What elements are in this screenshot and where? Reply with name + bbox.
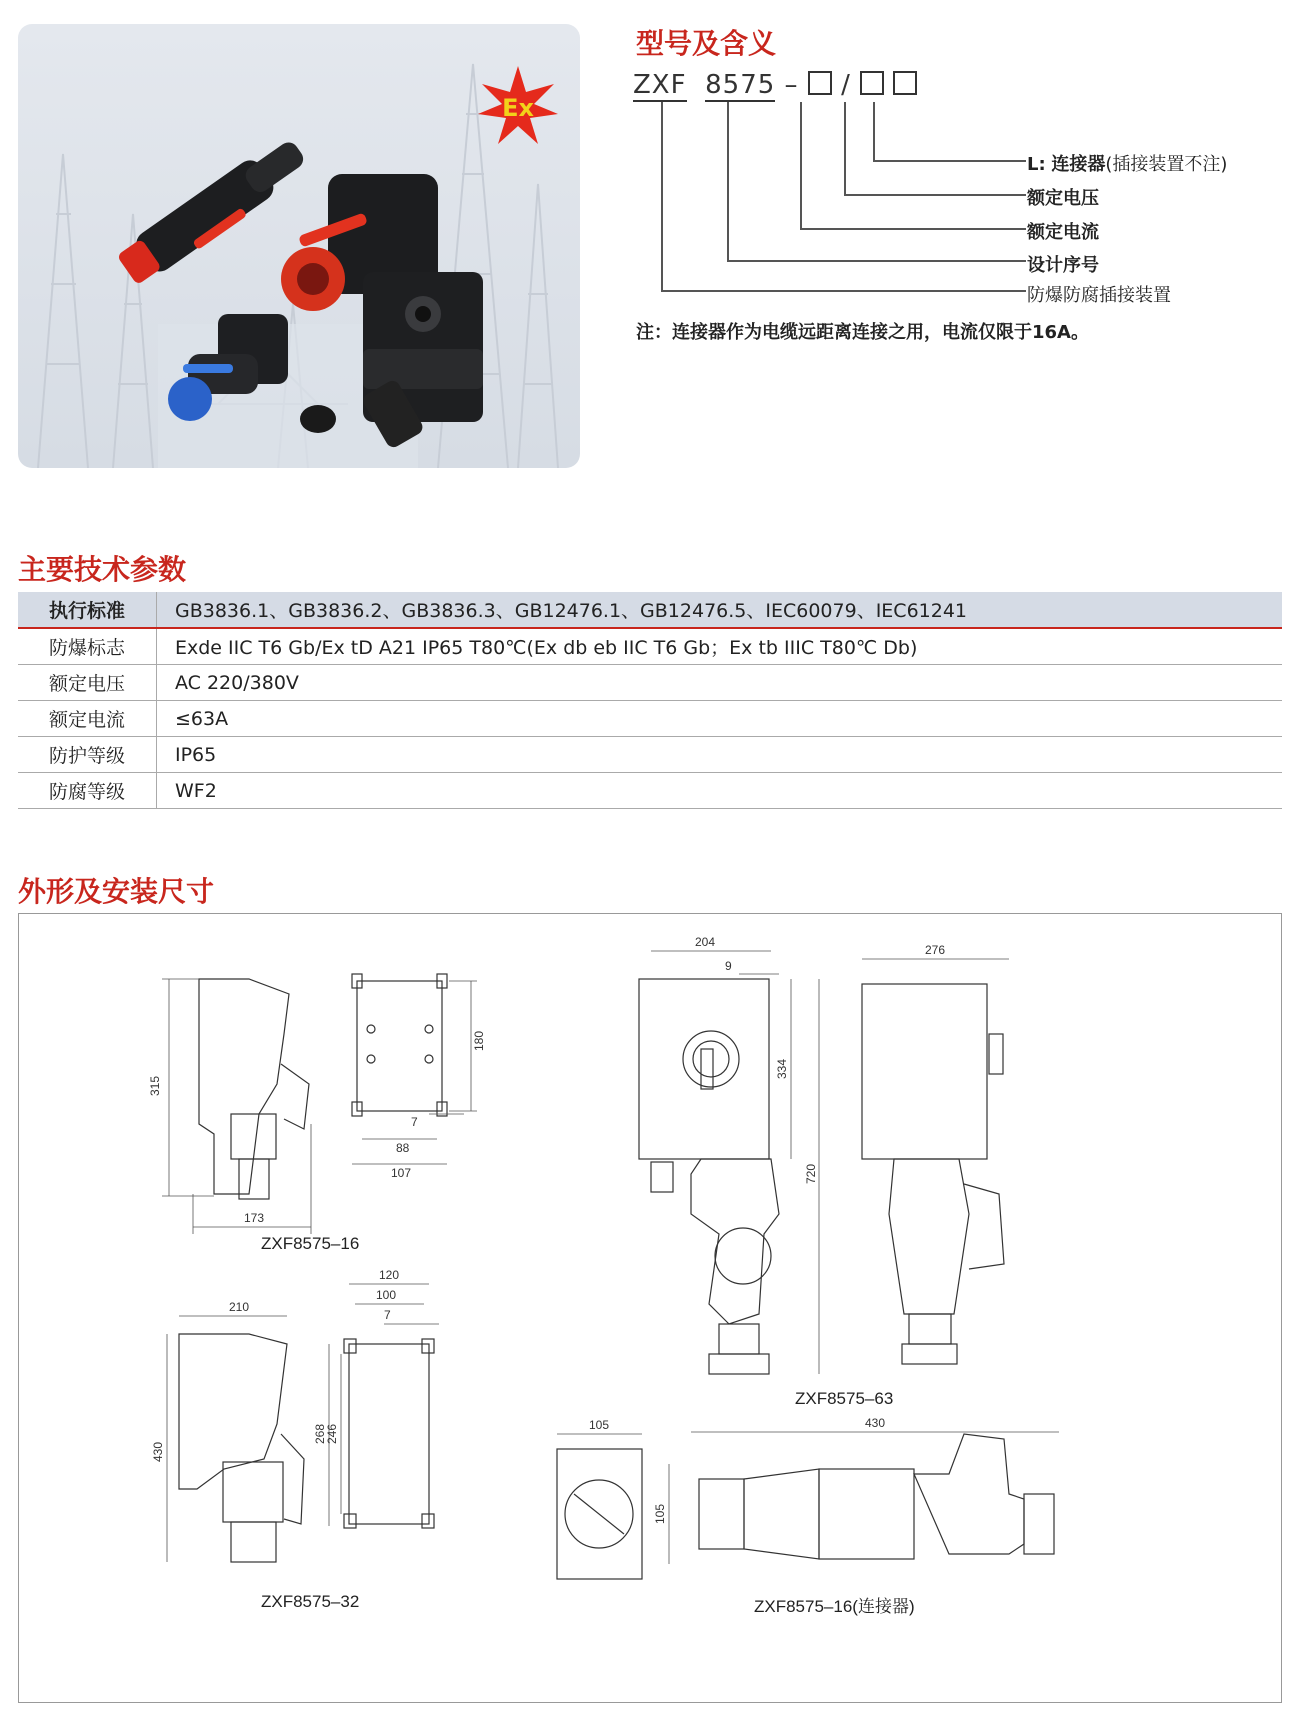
- dim-7b: 7: [384, 1308, 391, 1322]
- drawing-connector-side: [691, 1416, 1059, 1559]
- drawing-32-back: [313, 1268, 439, 1528]
- drawing-16-back: [352, 974, 486, 1180]
- dim-105b: 105: [653, 1503, 667, 1524]
- table-row: [18, 665, 1282, 701]
- param-key: 额定电流: [18, 701, 157, 737]
- dim-720: 720: [804, 1163, 818, 1184]
- legend-design-no: 设计序号: [1027, 255, 1099, 276]
- param-value: Exde IIC T6 Gb/Ex tD A21 IP65 T80℃(Ex db eb IIC T6 Gb；Ex tb IIIC T80℃ Db): [157, 628, 1283, 665]
- dim-173: 173: [244, 1211, 265, 1225]
- dim-107: 107: [391, 1166, 412, 1180]
- model-note: 注：连接器作为电缆远距离连接之用，电流仅限于16A。: [636, 322, 1089, 343]
- params-title: 主要技术参数: [18, 553, 187, 586]
- param-value: GB3836.1、GB3836.2、GB3836.3、GB12476.1、GB12476.5、IEC60079、IEC61241: [157, 592, 1283, 628]
- table-row: [18, 737, 1282, 773]
- dim-9: 9: [725, 959, 732, 973]
- svg-text:Ex: Ex: [502, 94, 534, 122]
- drawing-63-side: [862, 943, 1009, 1364]
- dim-88: 88: [396, 1141, 410, 1155]
- dims-title: 外形及安装尺寸: [18, 875, 215, 908]
- dim-276: 276: [925, 943, 946, 957]
- dim-105a: 105: [589, 1418, 610, 1432]
- leader-line: [661, 102, 663, 292]
- voltage-box: [860, 71, 884, 95]
- param-value: WF2: [157, 773, 1283, 809]
- leader-line: [800, 102, 802, 230]
- param-value: AC 220/380V: [157, 665, 1283, 701]
- table-row: [18, 628, 1282, 665]
- dimension-drawings: [18, 913, 1282, 1703]
- model-dash: –: [784, 70, 799, 100]
- drawing-16-side: [148, 979, 311, 1234]
- model-prefix: ZXF: [633, 70, 687, 100]
- dim-204: 204: [695, 935, 716, 949]
- connector-box: [893, 71, 917, 95]
- leader-line: [844, 102, 846, 196]
- dim-210: 210: [229, 1300, 250, 1314]
- dim-100: 100: [376, 1288, 397, 1302]
- dim-246: 246: [325, 1423, 339, 1444]
- dim-334: 334: [775, 1058, 789, 1079]
- model-series: 8575: [705, 70, 776, 100]
- model-slash: /: [841, 70, 851, 100]
- legend-product-type: 防爆防腐插接装置: [1027, 285, 1171, 306]
- param-key: 防腐等级: [18, 773, 157, 809]
- table-row: [18, 592, 1282, 628]
- leader-line: [873, 102, 875, 162]
- caption-16-connector: ZXF8575–16(连接器): [754, 1597, 915, 1616]
- caption-16: ZXF8575–16: [261, 1234, 360, 1253]
- param-key: 防爆标志: [18, 628, 157, 665]
- dim-268: 268: [313, 1423, 327, 1444]
- param-key: 额定电压: [18, 665, 157, 701]
- legend-voltage: 额定电压: [1027, 188, 1099, 209]
- caption-63: ZXF8575–63: [795, 1389, 894, 1408]
- drawing-32-side: [151, 1300, 304, 1562]
- dim-430a: 430: [151, 1441, 165, 1462]
- params-table: [18, 592, 1282, 809]
- table-row: [18, 701, 1282, 737]
- model-code: [633, 70, 917, 100]
- legend-connector: L: 连接器(插接装置不注): [1027, 154, 1228, 175]
- legend-current: 额定电流: [1027, 222, 1099, 243]
- leader-line: [873, 160, 1026, 162]
- current-box: [808, 71, 832, 95]
- param-key: 防护等级: [18, 737, 157, 773]
- dim-315: 315: [148, 1075, 162, 1096]
- leader-line: [800, 228, 1026, 230]
- param-value: IP65: [157, 737, 1283, 773]
- param-key: 执行标准: [18, 592, 157, 628]
- table-row: [18, 773, 1282, 809]
- dim-180: 180: [472, 1030, 486, 1051]
- product-photo: [18, 24, 580, 468]
- leader-line: [727, 260, 1026, 262]
- technical-drawing: [19, 914, 1281, 1702]
- leader-line: [727, 102, 729, 262]
- dim-120: 120: [379, 1268, 400, 1282]
- dim-7a: 7: [411, 1115, 418, 1129]
- leader-line: [844, 194, 1026, 196]
- leader-line: [661, 290, 1026, 292]
- drawing-connector-end: [557, 1418, 669, 1579]
- device-illustration: [18, 24, 580, 468]
- dim-430b: 430: [865, 1416, 886, 1430]
- drawing-63-front: [639, 935, 819, 1374]
- caption-32: ZXF8575–32: [261, 1592, 360, 1611]
- param-value: ≤63A: [157, 701, 1283, 737]
- model-title: 型号及含义: [636, 27, 777, 60]
